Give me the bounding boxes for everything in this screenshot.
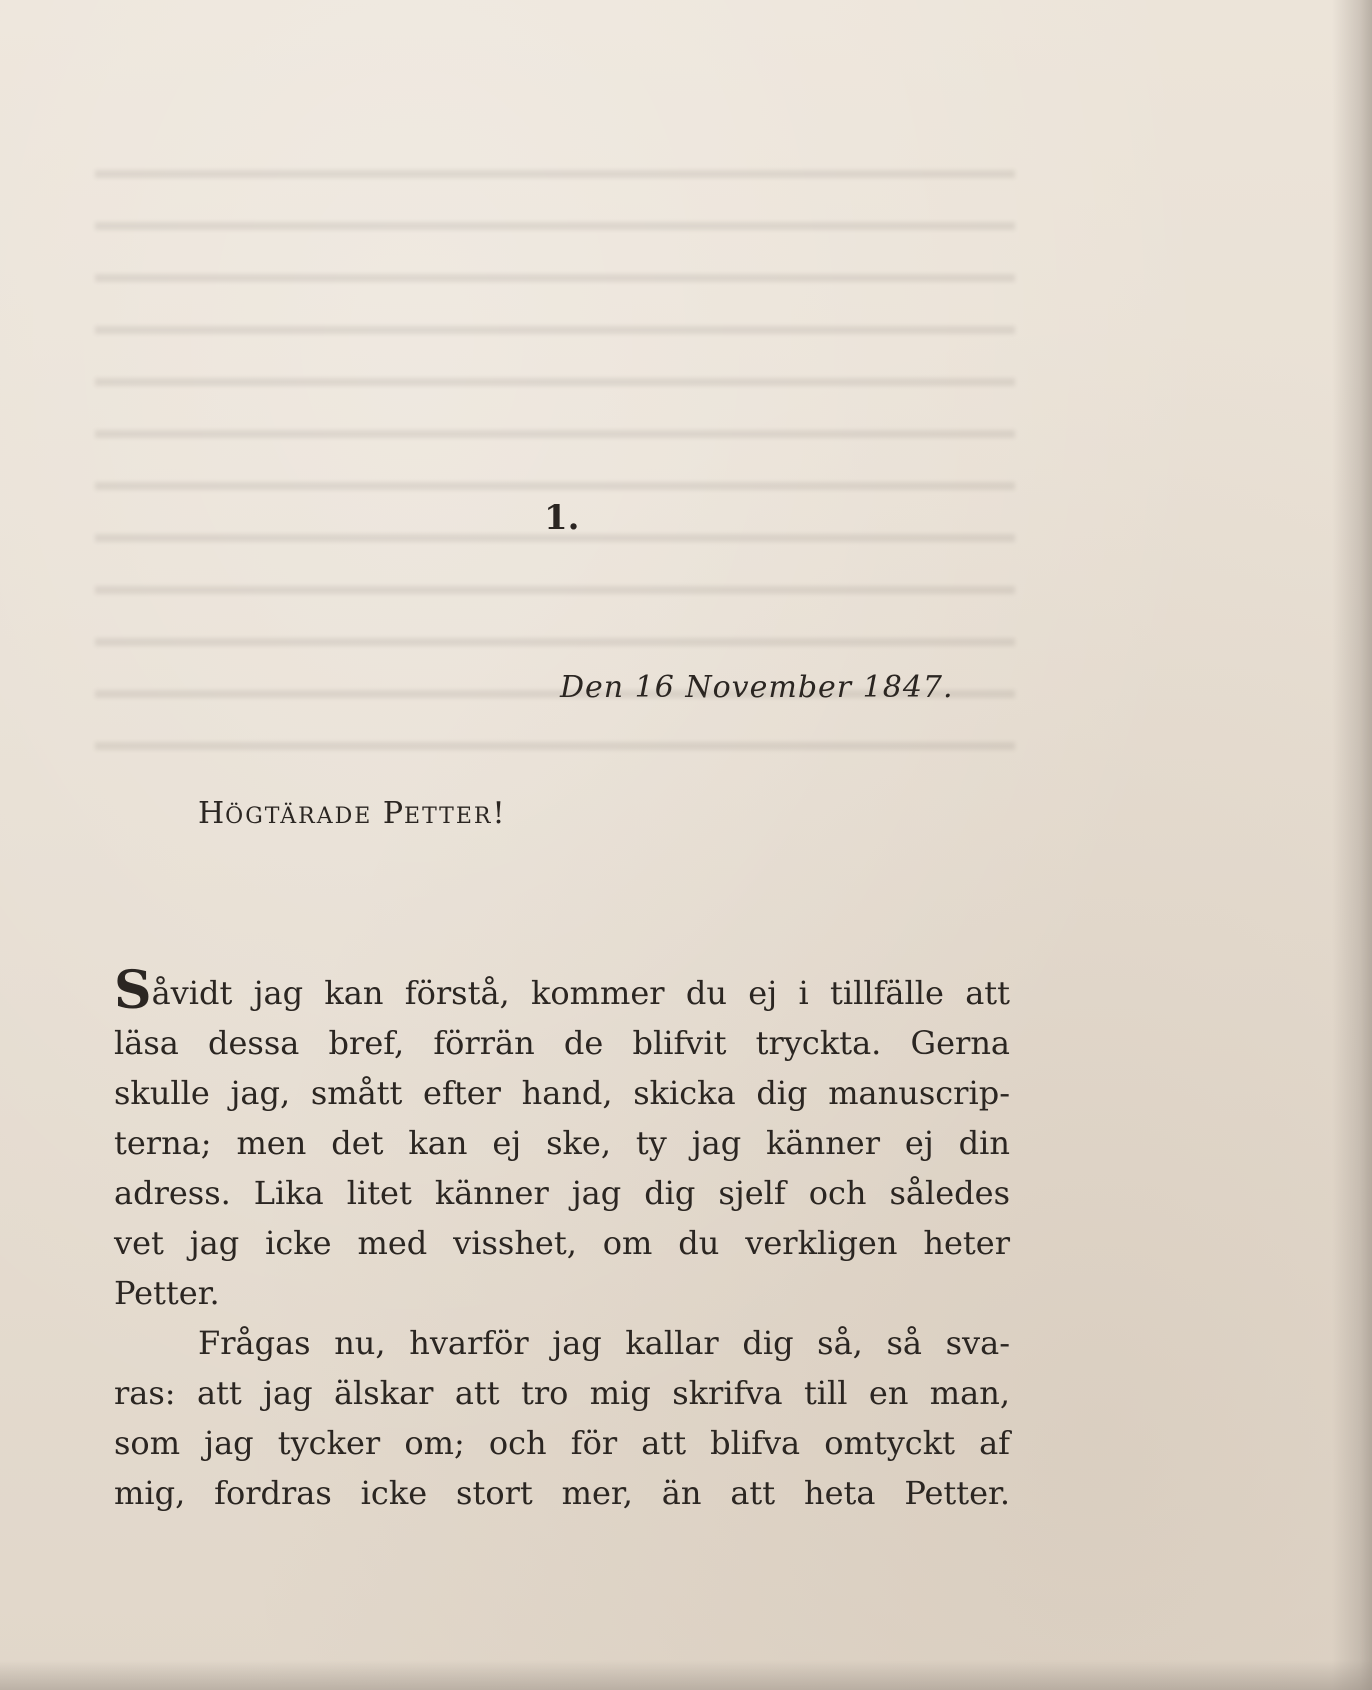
paragraph-1-line-1-text: åvidt jag kan förstå, kommer du ej i tillfälle att	[151, 974, 1010, 1012]
paragraph-1-line-7: Petter.	[114, 1274, 220, 1312]
paragraph-1-line-5: adress. Lika litet känner jag dig sjelf och således	[114, 1174, 1010, 1212]
salutation-word-1: ÖGTÄRADE	[225, 804, 373, 829]
paragraph-1-line-3: skulle jag, smått efter hand, skicka dig manuscrip-	[114, 1074, 1010, 1112]
paragraph-2-line-4: mig, fordras icke stort mer, än att heta Petter.	[114, 1474, 1010, 1512]
paragraph-1-line-2: läsa dessa bref, förrän de blifvit tryckta. Gerna	[114, 1024, 1010, 1062]
paragraph-1-line-6: vet jag icke med visshet, om du verkligen heter	[114, 1224, 1010, 1262]
page-edge-right	[1332, 0, 1372, 1690]
drop-cap: S	[114, 960, 152, 1021]
salutation-initial-2: P	[382, 796, 405, 831]
salutation	[198, 796, 506, 831]
salutation-initial-1: H	[198, 796, 226, 831]
paragraph-2-line-3: som jag tycker om; och för att blifva omtyckt af	[114, 1424, 1010, 1462]
salutation-word-2: ETTER	[404, 804, 493, 829]
salutation-punctuation: !	[492, 796, 506, 831]
section-number: 1.	[544, 498, 580, 538]
paragraph-2-line-2: ras: att jag älskar att tro mig skrifva till en man,	[114, 1374, 1010, 1412]
paragraph-1-line-1	[114, 960, 1010, 1021]
letter-body	[114, 960, 1010, 1518]
letter-date: Den 16 November 1847.	[560, 670, 954, 705]
paragraph-2-line-1: Frågas nu, hvarför jag kallar dig så, så sva-	[198, 1324, 1010, 1362]
paragraph-1-line-4: terna; men det kan ej ske, ty jag känner ej din	[114, 1124, 1010, 1162]
page-edge-bottom	[0, 1660, 1372, 1690]
